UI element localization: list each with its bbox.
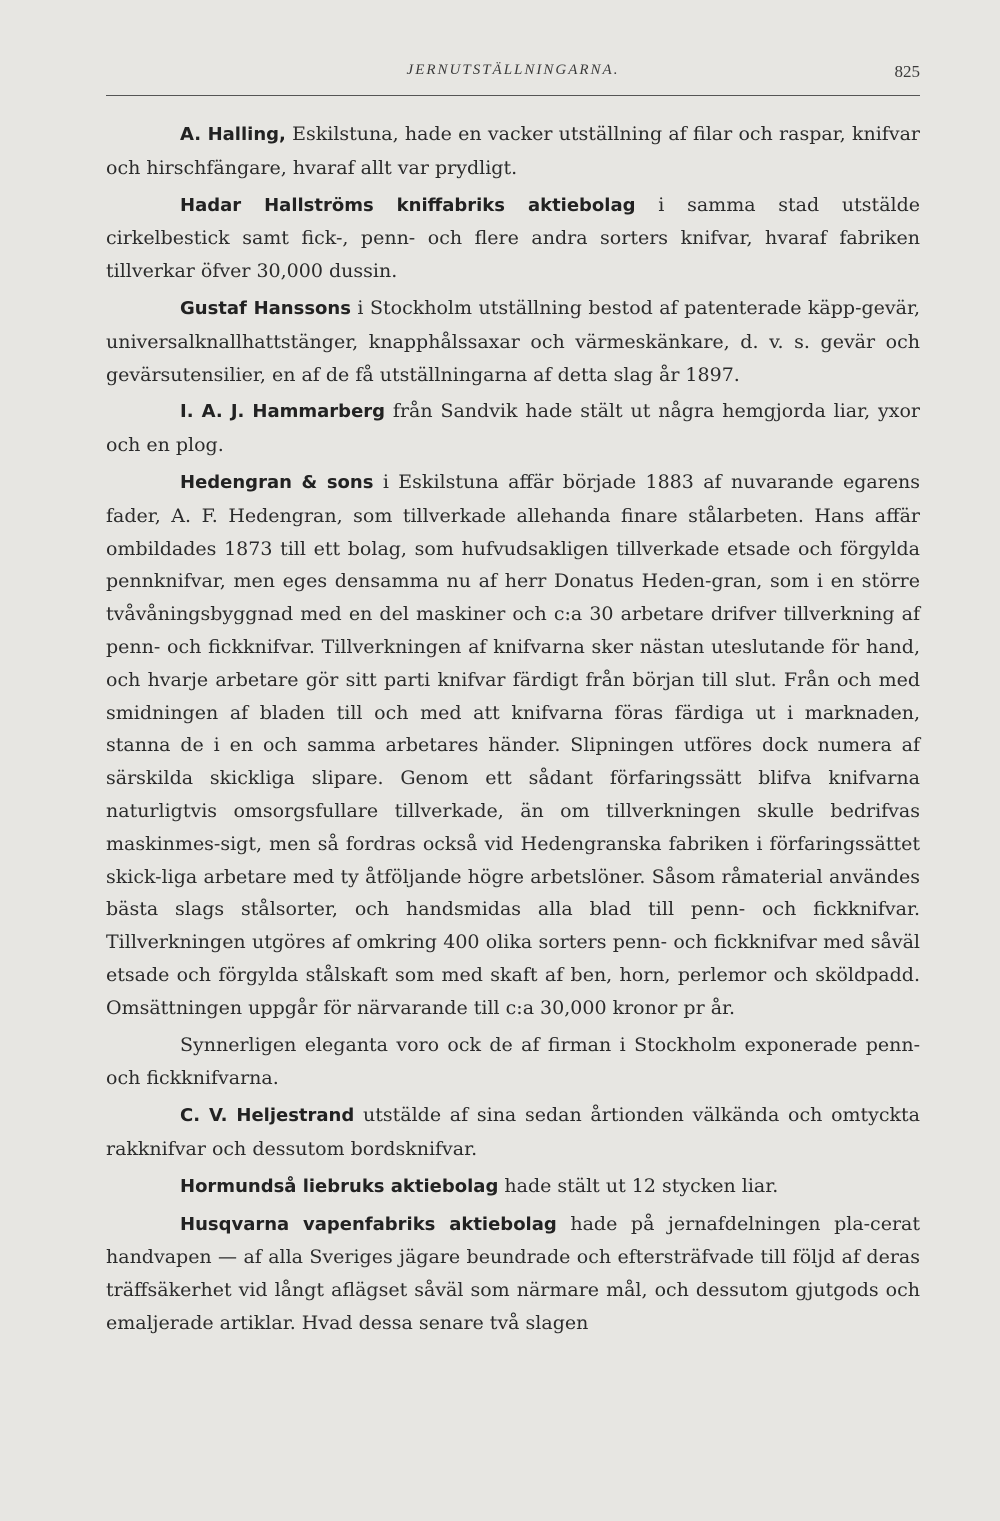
paragraph-lead: I. A. J. Hammarberg: [180, 401, 386, 423]
paragraph-hansson: [106, 292, 920, 391]
paragraph-text: i Stockholm utställning bestod af patenterade käpp-gevär, universalknallhattstänger, knapphålssaxar och värmeskänkare, d. v. s. gevär och gevärsutensilier, en af de få utställningarna af detta slag år 1897.: [106, 296, 921, 386]
paragraph-hallstrom: [106, 189, 920, 288]
paragraph-text: Eskilstuna, hade en vacker utställning af filar och raspar, knifvar och hirschfängare, hvaraf allt var prydligt.: [106, 123, 920, 179]
paragraph-text: hade på jernafdelningen pla-cerat handvapen — af alla Sveriges jägare beundrade och eftersträfvade till följd af deras träffsäkerhet vid långt aflägset såväl som närmare mål, och dessutom gjutgods och emaljerade artiklar. Hvad dessa senare två slagen: [106, 1212, 920, 1334]
paragraph-hedengran: [106, 466, 920, 1025]
paragraph-halling: [106, 118, 920, 185]
paragraph-lead: Husqvarna vapenfabriks aktiebolag: [180, 1213, 557, 1235]
paragraph-heljestrand: [106, 1099, 920, 1166]
paragraph-text: i samma stad utstälde cirkelbestick samt fick-, penn- och flere andra sorters knifvar, hvaraf fabriken tillverkar öfver 30,000 dussin.: [106, 193, 921, 283]
paragraph-lead: Hormundså liebruks aktiebolag: [180, 1175, 499, 1197]
page-number: 825: [894, 62, 920, 81]
paragraph-text: hade stält ut 12 stycken liar.: [498, 1174, 779, 1197]
paragraph-lead: Hadar Hallströms kniffabriks aktiebolag: [180, 194, 636, 216]
header-rule: [106, 95, 920, 96]
paragraph-text: Synnerligen eleganta voro ock de af firman i Stockholm exponerade penn- och fickknifvarna.: [106, 1033, 920, 1090]
paragraph-text: i Eskilstuna affär började 1883 af nuvarande egarens fader, A. F. Hedengran, som tillverkade allehanda finare stålarbeten. Hans affär ombildades 1873 till ett bolag, som hufvudsakligen tillverkade etsade och förgylda pennknifvar, men eges densamma nu af herr Donatus Heden-gran, som i en större tvåvåningsbyggnad med en del maskiner och c:a 30 arbetare drifver tillverkning af penn- och fickknifvar. Tillverkningen af knifvarna sker nästan uteslutande för hand, och hvarje arbetare gör sitt parti knifvar färdigt från början till slut. Från och med smidningen af bladen till och med att knifvarna föras färdiga ut i marknaden, stanna de i en och samma arbetares händer. Slipningen utföres dock numera af särskilda skickliga slipare. Genom ett sådant förfaringssätt blifva knifvarna naturligtvis omsorgsfullare tillverkade, än om tillverkningen skulle bedrifvas maskinmes-sigt, men så fordras också vid Hedengranska fabriken i förfaringssättet skick-liga arbetare med ty åtföljande högre arbetslöner. Såsom råmaterial användes bästa slags stålsorter, och handsmidas alla blad till penn- och fickknifvar. Tillverkningen utgöres af omkring 400 olika sorters penn- och fickknifvar med såväl etsade och förgylda stålskaft som med skaft af ben, horn, perlemor och sköldpadd. Omsättningen uppgår för närvarande till c:a 30,000 kronor pr år.: [106, 470, 921, 1019]
paragraph-hammarberg: [106, 395, 920, 462]
paragraph-hormundsa: [106, 1170, 920, 1204]
paragraph-lead: C. V. Heljestrand: [180, 1105, 355, 1127]
paragraph-husqvarna: [106, 1208, 920, 1340]
paragraph-lead: Hedengran & sons: [180, 471, 374, 493]
paragraph-lead: A. Halling,: [180, 124, 286, 145]
page-header: [106, 62, 920, 94]
paragraph-elegant-knives: [106, 1029, 920, 1096]
running-title: JERNUTSTÄLLNINGARNA.: [406, 62, 620, 78]
paragraph-text: från Sandvik hade stält ut några hemgjorda liar, yxor och en plog.: [106, 400, 920, 457]
paragraph-text: utstälde af sina sedan årtionden välkända och omtyckta rakknifvar och dessutom bordsknifvar.: [106, 1104, 921, 1160]
paragraph-lead: Gustaf Hanssons: [180, 297, 351, 319]
body-text: [106, 118, 920, 1340]
